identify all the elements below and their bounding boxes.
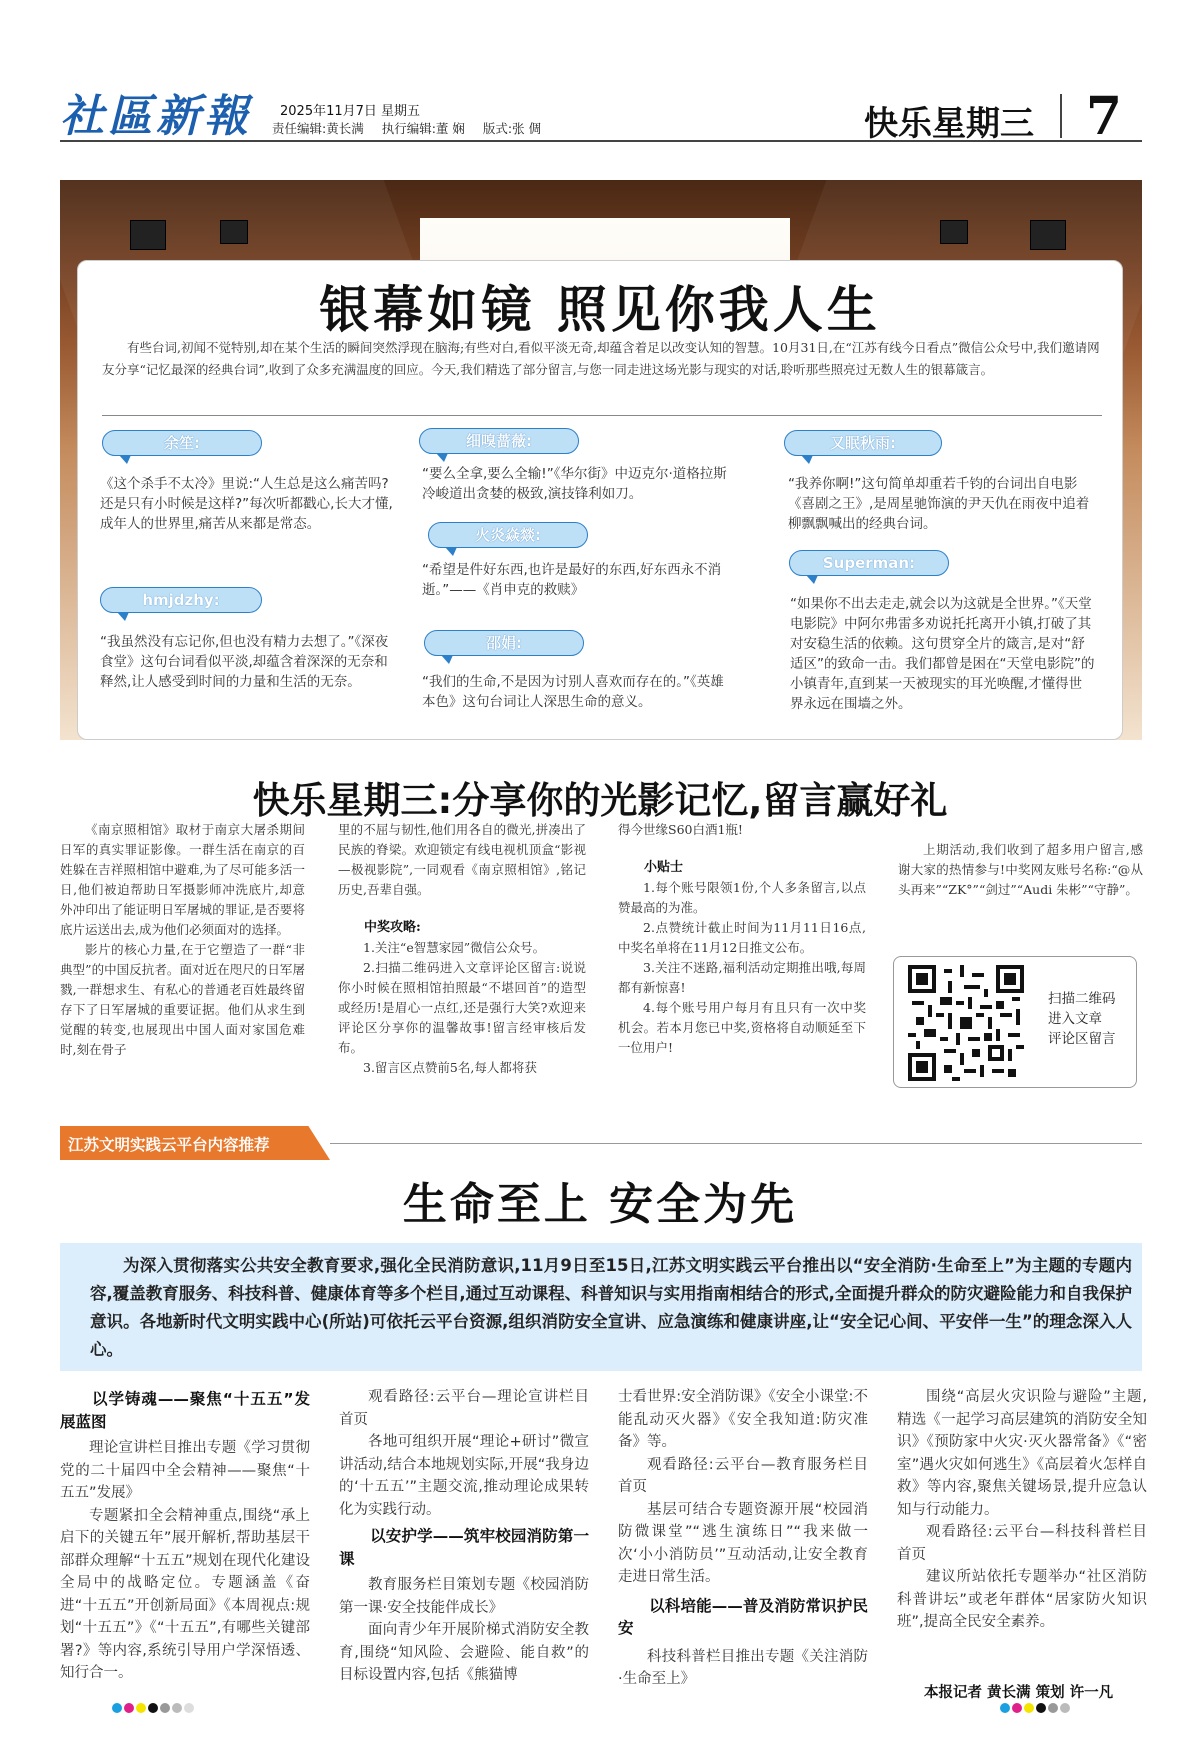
masthead: [60, 86, 1142, 147]
qr-line: 进入文章: [1048, 1011, 1102, 1027]
paragraph: 建议所站依托专题举办“社区消防科普讲坛”或老年群体“居家防火知识班”,提高全民安全素养。: [897, 1569, 1147, 1630]
list-item: 1.关注“e智慧家园”微信公众号。: [363, 940, 546, 955]
event-column-3: [618, 820, 866, 1058]
comment-text: “我虽然没有忘记你,但也没有精力去想了。”《深夜食堂》这句台词看似平淡,却蕴含着深深的无奈和释然,让人感受到时间的力量和生活的无奈。: [100, 634, 389, 690]
subhead: [60, 1388, 310, 1433]
paragraph: 观看路径:云平台—科技科普栏目首页: [897, 1524, 1147, 1563]
subhead-text: 以科培能——普及消防常识护民安: [618, 1596, 868, 1637]
speaker-right: [1030, 220, 1066, 250]
page-number: 7: [1085, 86, 1122, 147]
paragraph: 专题紧扣全会精神重点,围绕“承上启下的关键五年”展开解析,帮助基层干部群众理解“十五五”规划在现代化建设全局中的战略定位。专题涵盖《奋进“十五五”开创新局面》《本周视点:规划“十五五”》《“十五五”,有哪些关键部署?》等内容,系统引导用户学深悟透、知行合一。: [60, 1507, 310, 1681]
prize-guide-heading: 中奖攻略:: [364, 920, 421, 935]
subhead: [339, 1525, 589, 1570]
paragraph: 教育服务栏目策划专题《校园消防第一课·安全技能伴成长》: [339, 1577, 589, 1616]
qr-code-icon[interactable]: [908, 965, 1024, 1081]
editor-in-charge: 责任编辑:黄长满: [272, 121, 364, 136]
commenter-name: 邵娟:: [424, 630, 584, 656]
paragraph: 士看世界:安全消防课》《安全小课堂:不能乱动灭火器》《安全我知道:防灾准备》等。: [618, 1389, 868, 1450]
layout-editor: 版式:张 倜: [482, 121, 542, 136]
commenter-name: 火炎焱燚:: [428, 522, 588, 548]
safety-column-2: [339, 1386, 589, 1687]
safety-column-4: [897, 1386, 1147, 1634]
paragraph: 围绕“高层火灾识险与避险”主题,精选《一起学习高层建筑的消防安全知识》《预防家中火灾·灭火器常备》《“密室”遇火灾如何逃生》《高层着火怎样自救》等内容,聚焦关键场景,提升应急认知与行动能力。: [897, 1389, 1147, 1518]
paragraph: 《南京照相馆》取材于南京大屠杀期间日军的真实罪证影像。一群生活在南京的百姓躲在吉祥照相馆中避难,为了尽可能多活一日,他们被迫帮助日军摄影师冲洗底片,却意外冲印出了能证明日军屠城的罪证,是否要将底片运送出去,成为他们必须面对的选择。: [60, 822, 305, 937]
paragraph: 里的不屈与韧性,他们用各自的微光,拼凑出了民族的脊梁。欢迎锁定有线电视机顶盒“影视—极视影院”,一同观看《南京照相馆》,铭记历史,吾辈自强。: [338, 822, 586, 897]
commenter-name: hmjdzhy:: [100, 587, 262, 613]
qr-instructions: [1048, 989, 1116, 1049]
subhead-text: 以学铸魂——聚焦“十五五”发展蓝图: [60, 1390, 310, 1431]
qr-line: 评论区留言: [1048, 1031, 1116, 1047]
list-item: 1.每个账号限领1份,个人多条留言,以点赞最高的为准。: [618, 880, 866, 915]
executive-editor: 执行编辑:董 娴: [381, 121, 465, 136]
comment-text: 《这个杀手不太冷》里说:“人生总是这么痛苦吗?还是只有小时候是这样?”每次听都戳心,长大才懂,成年人的世界里,痛苦从来都是常态。: [100, 476, 393, 532]
paragraph: 上期活动,我们收到了超多用户留言,感谢大家的热情参与!中奖网友账号名称:“@从头再来”“ZK°”“剑过”“Audi 朱彬”“守静”。: [898, 842, 1143, 897]
feature-intro: 有些台词,初闻不觉特别,却在某个生活的瞬间突然浮现在脑海;有些对白,看似平淡无奇,却蕴含着足以改变认知的智慧。10月31日,在“江苏有线今日看点”微信公众号中,我们邀请网友分享“记忆最深的经典台词”,收到了众多充满温度的回应。今天,我们精选了部分留言,与您一同走进这场光影与现实的对话,聆听那些照亮过无数人生的银幕箴言。: [102, 340, 1100, 377]
safety-column-1: [60, 1388, 310, 1685]
comment-text: “我们的生命,不是因为讨别人喜欢而存在的。”《英雄本色》这句台词让人深思生命的意义。: [422, 674, 724, 710]
event-column-1: [60, 820, 305, 1060]
event-headline: 快乐星期三:分享你的光影记忆,留言赢好礼: [252, 779, 948, 822]
tips-heading: 小贴士: [644, 860, 684, 875]
speaker-left: [130, 220, 166, 250]
editors-line: [272, 119, 555, 137]
page-divider: [1060, 94, 1062, 138]
event-column-4: [898, 840, 1143, 900]
list-item: 3.留言区点赞前5名,每人都将获: [363, 1060, 537, 1075]
commenter-name: 又眠秋雨:: [784, 430, 942, 456]
paragraph: 观看路径:云平台—理论宣讲栏目首页: [339, 1389, 589, 1428]
list-item: 2.扫描二维码进入文章评论区留言:说说你小时候在照相馆拍照最“不堪回首”的造型或经历!是眉心一点红,还是强行大笑?欢迎来评论区分享你的温馨故事!留言经审核后发布。: [338, 960, 586, 1055]
speaker-right-2: [940, 220, 968, 244]
commenter-name: 细嗅蔷薇:: [419, 428, 579, 454]
paragraph: 影片的核心力量,在于它塑造了一群“非典型”的中国反抗者。面对近在咫尺的日军屠戮,一群想求生、有私心的普通老百姓最终留存下了日军屠城的重要证据。他们从求生到觉醒的转变,也展现出中国人面对家国危难时,刻在骨子: [60, 942, 305, 1057]
event-column-2: [338, 820, 586, 1078]
section-tag: 江苏文明实践云平台内容推荐: [68, 1136, 270, 1154]
paragraph: 理论宣讲栏目推出专题《学习贯彻党的二十届四中全会精神——聚焦“十五五”发展》: [60, 1440, 310, 1501]
intro-divider: [102, 415, 1102, 416]
subhead-text: 以安护学——筑牢校园消防第一课: [339, 1527, 589, 1568]
list-item: 3.关注不迷路,福利活动定期推出哦,每周都有新惊喜!: [618, 960, 866, 995]
feature-title: 银幕如镜 照见你我人生: [319, 281, 881, 339]
commenter-name: Superman:: [789, 550, 949, 576]
issue-date: 2025年11月7日 星期五: [280, 104, 421, 119]
qr-line: 扫描二维码: [1048, 991, 1116, 1007]
section-name: 快乐星期三: [864, 104, 1034, 144]
paragraph: 得今世缘S60白酒1瓶!: [618, 822, 743, 837]
comment-text: “如果你不出去走走,就会以为这就是全世界。”《天堂电影院》中阿尔弗雷多劝说托托离开小镇,打破了其对安稳生活的依赖。这句贯穿全片的箴言,是对“舒适区”的致命一击。我们都曾是困在“天堂电影院”的小镇青年,直到某一天被现实的耳光唤醒,才懂得世界永远在围墙之外。: [790, 596, 1095, 712]
paragraph: 科技科普栏目推出专题《关注消防·生命至上》: [618, 1648, 868, 1687]
list-item: 2.点赞统计截止时间为11月11日16点,中奖名单将在11月12日推文公布。: [618, 920, 866, 955]
byline: 本报记者 黄长满 策划 许一凡: [924, 1685, 1114, 1701]
paragraph: 各地可组织开展“理论+研讨”微宣讲活动,结合本地规划实际,开展“我身边的‘十五五’”主题交流,推动理论成果转化为实践行动。: [339, 1434, 589, 1518]
safety-lead: 为深入贯彻落实公共安全教育要求,强化全民消防意识,11月9日至15日,江苏文明实践云平台推出以“安全消防·生命至上”为主题的专题内容,覆盖教育服务、科技科普、健康体育等多个栏目,通过互动课程、科普知识与实用指南相结合的形式,全面提升群众的防灾避险能力和自我保护意识。各地新时代文明实践中心(所站)可依托云平台资源,组织消防安全宣讲、应急演练和健康讲座,让“安全记心间、平安伴一生”的理念深入人心。: [60, 1243, 1142, 1371]
comment-text: “我养你啊!”这句简单却重若千钧的台词出自电影《喜剧之王》,是周星驰饰演的尹天仇在雨夜中追着柳飘飘喊出的经典台词。: [788, 476, 1090, 532]
safety-column-3: [618, 1386, 868, 1691]
paragraph: 面向青少年开展阶梯式消防安全教育,围绕“知风险、会避险、能自救”的目标设置内容,包括《熊猫博: [339, 1622, 589, 1683]
qr-code-box: [893, 956, 1137, 1088]
list-item: 4.每个账号用户每月有且只有一次中奖机会。若本月您已中奖,资格将自动顺延至下一位用户!: [618, 1000, 866, 1055]
section-rule: [330, 1143, 1142, 1144]
print-color-marks-left: [112, 1698, 196, 1710]
commenter-name: 余笙:: [102, 430, 262, 456]
print-color-marks-right: [1000, 1698, 1072, 1710]
paragraph: 基层可结合专题资源开展“校园消防微课堂”“逃生演练日”“我来做一次‘小小消防员’”互动活动,让安全教育走进日常生活。: [618, 1501, 868, 1585]
safety-headline: 生命至上 安全为先: [402, 1179, 798, 1230]
newspaper-logo: 社區新報: [60, 91, 252, 142]
comment-text: “要么全拿,要么全输!”《华尔街》中迈克尔·道格拉斯冷峻道出贪婪的极致,演技锋利如刀。: [422, 466, 727, 502]
comment-text: “希望是件好东西,也许是最好的东西,好东西永不消逝。”——《肖申克的救赎》: [422, 562, 722, 598]
paragraph: 观看路径:云平台—教育服务栏目首页: [618, 1456, 868, 1495]
speaker-left-2: [220, 220, 248, 244]
subhead: [618, 1595, 868, 1640]
